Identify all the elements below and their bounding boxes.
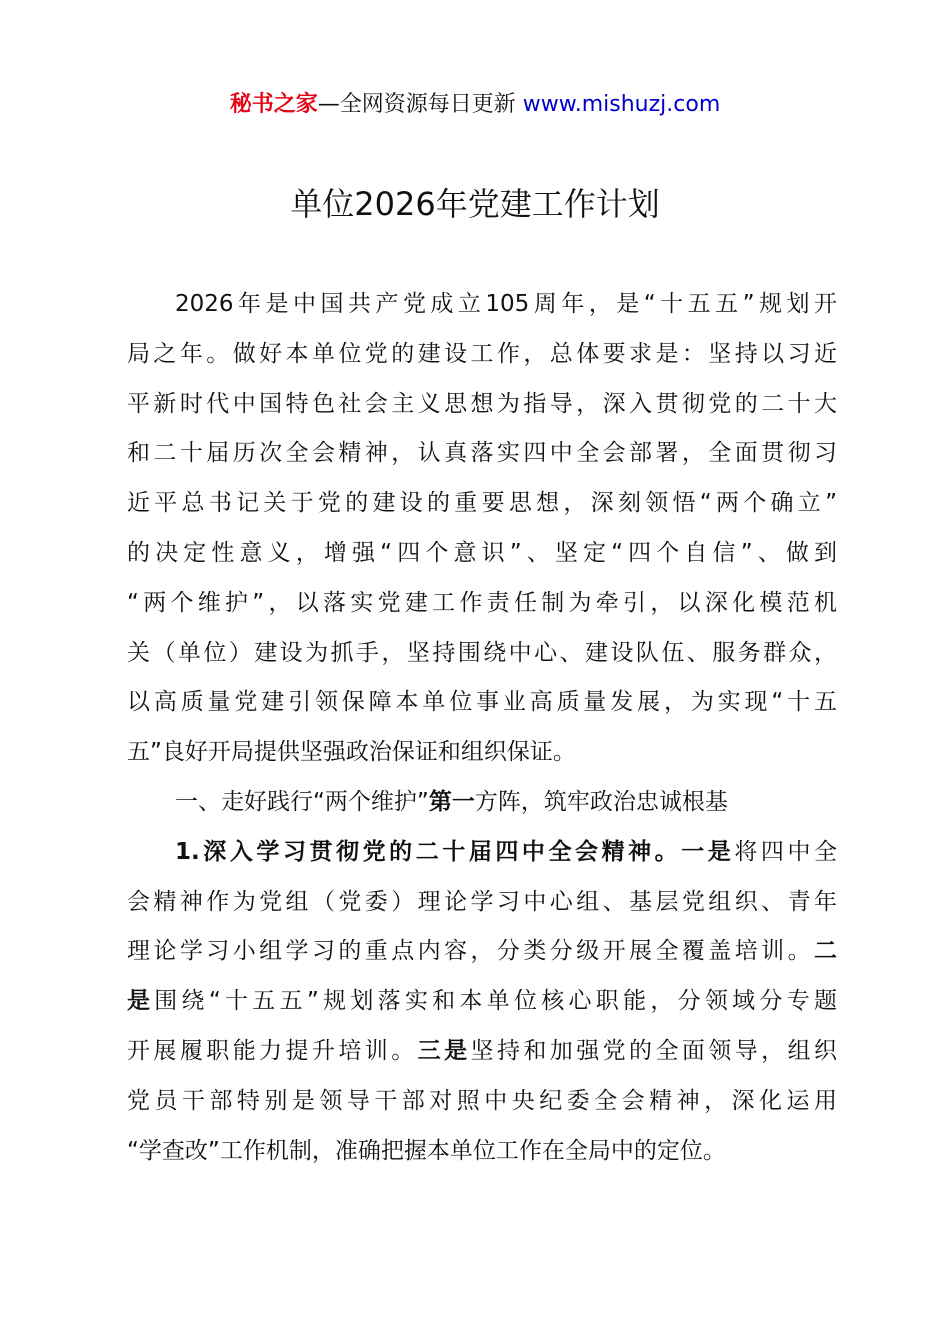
section-heading-text: 一、走好践行“两个维护”	[175, 788, 429, 815]
item-1-bold: 二	[814, 938, 837, 965]
item-1-line	[127, 977, 837, 1027]
intro-line: 平新时代中国特色社会主义思想为指导，深入贯彻党的二十大	[127, 390, 837, 417]
item-1-text: 开展履职能力提升培训。	[127, 1037, 418, 1064]
item-1-line: “学查改”工作机制，准确把握本单位工作在全局中的定位。	[127, 1137, 726, 1164]
section-heading-bold: 第一	[428, 788, 475, 815]
site-brand: 秘书之家	[229, 92, 318, 117]
intro-line: 2026年是中国共产党成立105周年，是“十五五”规划开	[175, 291, 837, 317]
document-body	[127, 280, 837, 1176]
item-1-text: 将四中全	[734, 838, 838, 865]
intro-line: 关（单位）建设为抓手，坚持围绕中心、建设队伍、服务群众，	[127, 639, 837, 666]
item-1-text: 坚持和加强党的全面领导，组织	[470, 1037, 838, 1064]
site-slogan: —全网资源每日更新	[317, 92, 523, 117]
item-1-text: 围绕“十五五”规划落实和本单位核心职能，分领域分专题	[154, 988, 837, 1015]
intro-line: 和二十届历次全会精神，认真落实四中全会部署，全面贯彻习	[127, 440, 837, 467]
intro-line: 以高质量党建引领保障本单位事业高质量发展，为实现“十五	[127, 689, 837, 716]
intro-line: “两个维护”，以落实党建工作责任制为牵引，以深化模范机	[127, 589, 837, 616]
intro-line: 局之年。做好本单位党的建设工作，总体要求是：坚持以习近	[127, 340, 837, 367]
section-heading-text: 方阵，筑牢政治忠诚根基	[474, 788, 728, 815]
item-1-bold: 是	[127, 988, 155, 1015]
site-url-link[interactable]: www.mishuzj.com	[522, 92, 721, 117]
item-1-line	[127, 927, 837, 977]
intro-line: 五”良好开局提供坚强政治保证和组织保证。	[127, 739, 576, 766]
item-1-line: 会精神作为党组（党委）理论学习中心组、基层党组织、青年	[127, 888, 837, 915]
item-1-heading: 1.深入学习贯彻党的二十届四中全会精神。一是	[175, 838, 735, 865]
document-title: 单位2026年党建工作计划	[290, 185, 660, 223]
intro-line: 近平总书记关于党的建设的重要思想，深刻领悟“两个确立”	[127, 490, 837, 517]
section-heading-1	[127, 778, 837, 828]
item-1-line: 党员干部特别是领导干部对照中央纪委全会精神，深化运用	[127, 1087, 837, 1114]
item-1-line	[127, 828, 837, 878]
item-1-line	[127, 1027, 837, 1077]
item-1-bold: 三是	[417, 1037, 471, 1064]
item-1-text: 理论学习小组学习的重点内容，分类分级开展全覆盖培训。	[127, 938, 814, 965]
site-header	[0, 88, 950, 122]
intro-line: 的决定性意义，增强“四个意识”、坚定“四个自信”、做到	[127, 539, 837, 566]
